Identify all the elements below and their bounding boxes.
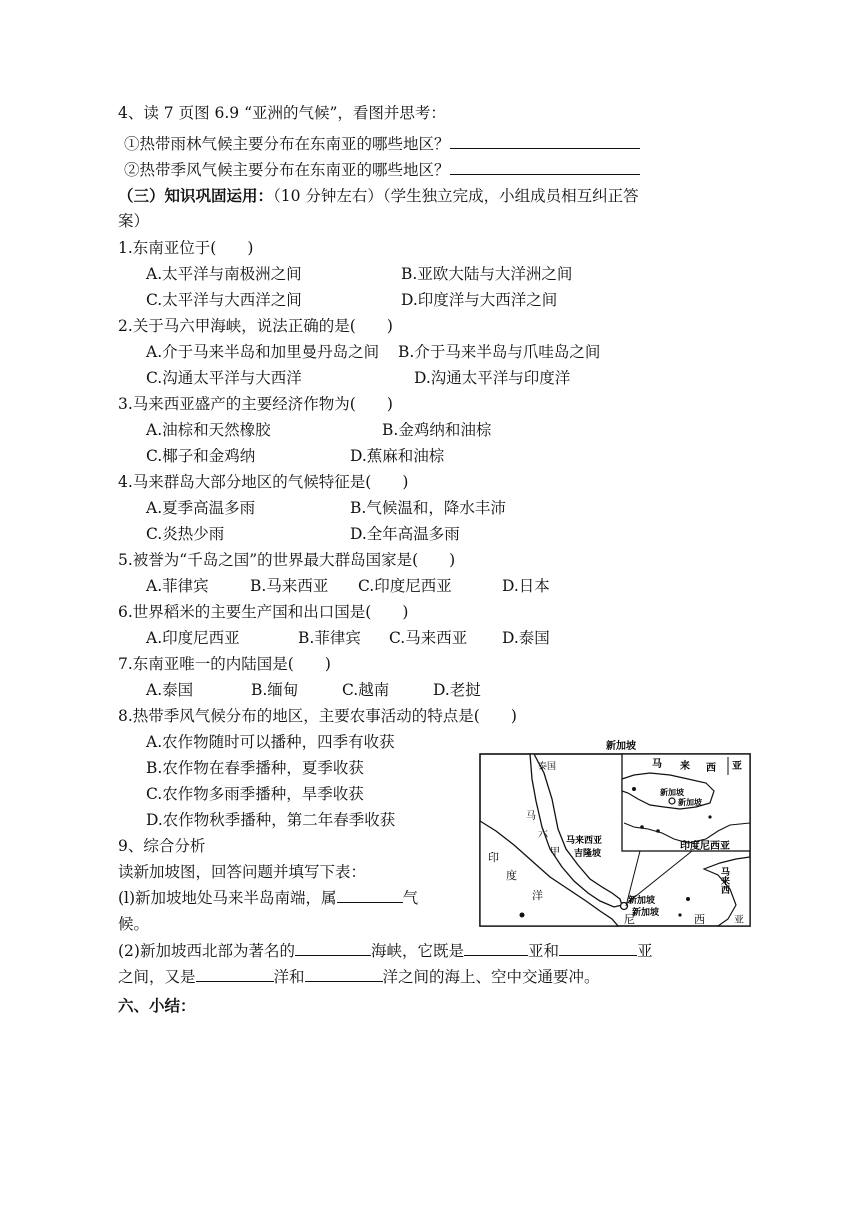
q9-part2-text-a: (2)新加坡西北部为著名的: [118, 942, 295, 960]
q2-option-a: A.介于马来半岛和加里曼丹岛之间: [146, 343, 380, 361]
q7-stem: 7.东南亚唯一的内陆国是( ): [118, 655, 331, 673]
map-label-singapore-1: 新加坡: [628, 896, 656, 906]
q9-part2-text-b: 海峡，它既是: [370, 942, 464, 960]
map-inset-label-ma: 马: [652, 759, 662, 770]
q4-sub1: [124, 133, 640, 155]
q2-option-c: C.沟通太平洋与大西洋: [146, 369, 302, 387]
map-label-xi: 西: [694, 913, 705, 926]
q6-option-a: A.印度尼西亚: [146, 629, 240, 647]
q5-option-c: C.印度尼西亚: [358, 577, 452, 595]
q4-sub1-blank[interactable]: [450, 133, 640, 149]
q9-part1: [118, 887, 418, 909]
q1-option-a: A.太平洋与南极洲之间: [146, 265, 302, 283]
q9-title: 9、综合分析: [118, 837, 206, 855]
q6-option-b: B.菲律宾: [298, 629, 361, 647]
q5-stem: 5.被誉为“千岛之国”的世界最大群岛国家是( ): [118, 551, 456, 569]
map-title: 新加坡: [606, 741, 636, 752]
map-label-ni: 尼: [624, 913, 635, 926]
map-inset-label-sgcity: 新加坡: [678, 797, 702, 807]
map-island: [686, 897, 690, 901]
q4mc-stem: 4.马来群岛大部分地区的气候特征是( ): [118, 473, 409, 491]
q3-option-a: A.油棕和天然橡胶: [146, 421, 271, 439]
q8-option-c: C.农作物多雨季播种，旱季收获: [146, 785, 364, 803]
map-inset-label-xi: 西: [706, 763, 716, 774]
map-inset-label-lai: 来: [680, 761, 690, 772]
q8-stem: 8.热带季风气候分布的地区，主要农事活动的特点是( ): [118, 707, 517, 725]
map-label-malaysia: 马来西亚: [566, 836, 603, 846]
map-label-ya: 亚: [734, 915, 744, 926]
q6-option-c: C.马来西亚: [389, 629, 468, 647]
map-inset-dot: [640, 825, 644, 829]
map-label-singapore-2: 新加坡: [632, 908, 660, 918]
q5-option-d: D.日本: [502, 577, 550, 595]
q4-sub2-blank[interactable]: [450, 159, 640, 175]
map-label-kl: 吉隆坡: [574, 849, 602, 859]
q9-part2-text-d: 亚: [637, 942, 653, 960]
q9-ocean1-blank[interactable]: [196, 966, 274, 982]
section3-note: （10 分钟左右）（学生独立完成，小组成员相互纠正答: [273, 187, 639, 205]
section3-note-cont: 案）: [118, 212, 150, 230]
map-label-du: 度: [506, 869, 517, 882]
map-label-jia: 甲: [550, 847, 560, 858]
map-label-malaysia-right: 马来西: [719, 867, 729, 894]
q6-stem: 6.世界稻米的主要生产国和出口国是( ): [118, 603, 409, 621]
q9-part2-cont: [118, 966, 600, 988]
q1-stem: 1.东南亚位于( ): [118, 239, 254, 257]
q9-continent2-blank[interactable]: [559, 940, 637, 956]
q7-option-c: C.越南: [342, 681, 390, 699]
q9-part1-text: (l)新加坡地处马来半岛南端，属: [118, 889, 337, 907]
q4mc-option-d: D.全年高温多雨: [350, 525, 460, 543]
section3-heading-line: [118, 185, 639, 207]
q5-option-a: A.菲律宾: [146, 577, 209, 595]
q8-option-d: D.农作物秋季播种，第二年春季收获: [146, 811, 396, 829]
section3-heading: （三）知识巩固运用：: [118, 186, 274, 205]
map-inset-dot: [656, 829, 660, 833]
map-label-yang: 洋: [532, 889, 543, 902]
q4mc-option-a: A.夏季高温多雨: [146, 499, 256, 517]
q7-option-d: D.老挝: [433, 681, 481, 699]
q3-option-d: D.蕉麻和油棕: [350, 447, 445, 465]
q8-option-a: A.农作物随时可以播种，四季有收获: [146, 733, 395, 751]
q3-option-b: B.金鸡纳和油棕: [382, 421, 492, 439]
q5-option-b: B.马来西亚: [250, 577, 329, 595]
q2-option-d: D.沟通太平洋与印度洋: [414, 369, 571, 387]
q9-ocean2-blank[interactable]: [305, 966, 383, 982]
q1-option-c: C.太平洋与大西洋之间: [146, 291, 302, 309]
q4-sub2-text: ②热带季风气候主要分布在东南亚的哪些地区？: [124, 161, 450, 179]
q9-continent1-blank[interactable]: [464, 940, 528, 956]
map-label-thailand: 泰国: [538, 762, 557, 772]
map-inset-dot: [708, 815, 711, 818]
q9-intro: 读新加坡图，回答问题并填写下表：: [118, 863, 367, 881]
q9-strait-blank[interactable]: [295, 940, 371, 956]
q4mc-option-c: C.炎热少雨: [146, 525, 225, 543]
map-inset-label-ya: 亚: [732, 761, 742, 772]
singapore-map-svg: [474, 739, 758, 929]
q3-option-c: C.椰子和金鸡纳: [146, 447, 256, 465]
q7-option-a: A.泰国: [146, 681, 194, 699]
map-inset-label-sg: 新加坡: [660, 787, 684, 797]
q9-climate-blank[interactable]: [337, 887, 403, 903]
map-inset-label-indonesia: 印度尼西亚: [680, 841, 730, 852]
map-inset-dot: [632, 787, 636, 791]
q9-part1-cont: 候。: [118, 915, 150, 933]
map-inset-city: [669, 798, 675, 804]
q1-option-b: B.亚欧大陆与大洋洲之间: [401, 265, 573, 283]
map-island: [520, 913, 525, 918]
q9-part1-suffix: 气: [402, 889, 419, 907]
q8-option-b: B.农作物在春季播种，夏季收获: [146, 759, 364, 777]
q9-part2-text-g: 洋之间的海上、空中交通要冲。: [382, 968, 600, 986]
q4-sub2: [124, 159, 640, 181]
q1-option-d: D.印度洋与大西洋之间: [401, 291, 558, 309]
singapore-map: [474, 739, 758, 929]
map-label-yin: 印: [488, 851, 499, 864]
q9-part2-text-e: 之间，又是: [118, 968, 196, 986]
map-label-ma: 马: [526, 811, 536, 822]
summary-heading: 六、小结：: [118, 996, 196, 1015]
q3-stem: 3.马来西亚盛产的主要经济作物为( ): [118, 395, 393, 413]
q2-option-b: B.介于马来半岛与爪哇岛之间: [398, 343, 601, 361]
q4-title: 4、读 7 页图 6.9 “亚洲的气候”，看图并思考：: [118, 104, 446, 122]
q2-stem: 2.关于马六甲海峡，说法正确的是( ): [118, 317, 393, 335]
map-label-liu: 六: [538, 829, 548, 840]
q6-option-d: D.泰国: [502, 629, 550, 647]
q7-option-b: B.缅甸: [251, 681, 299, 699]
q9-part2-text-c: 亚和: [527, 942, 559, 960]
q9-part2: [118, 940, 653, 962]
q4mc-option-b: B.气候温和，降水丰沛: [350, 499, 506, 517]
map-island: [678, 913, 681, 916]
q9-part2-text-f: 洋和: [273, 968, 305, 986]
q4-sub1-text: ①热带雨林气候主要分布在东南亚的哪些地区？: [124, 135, 450, 153]
